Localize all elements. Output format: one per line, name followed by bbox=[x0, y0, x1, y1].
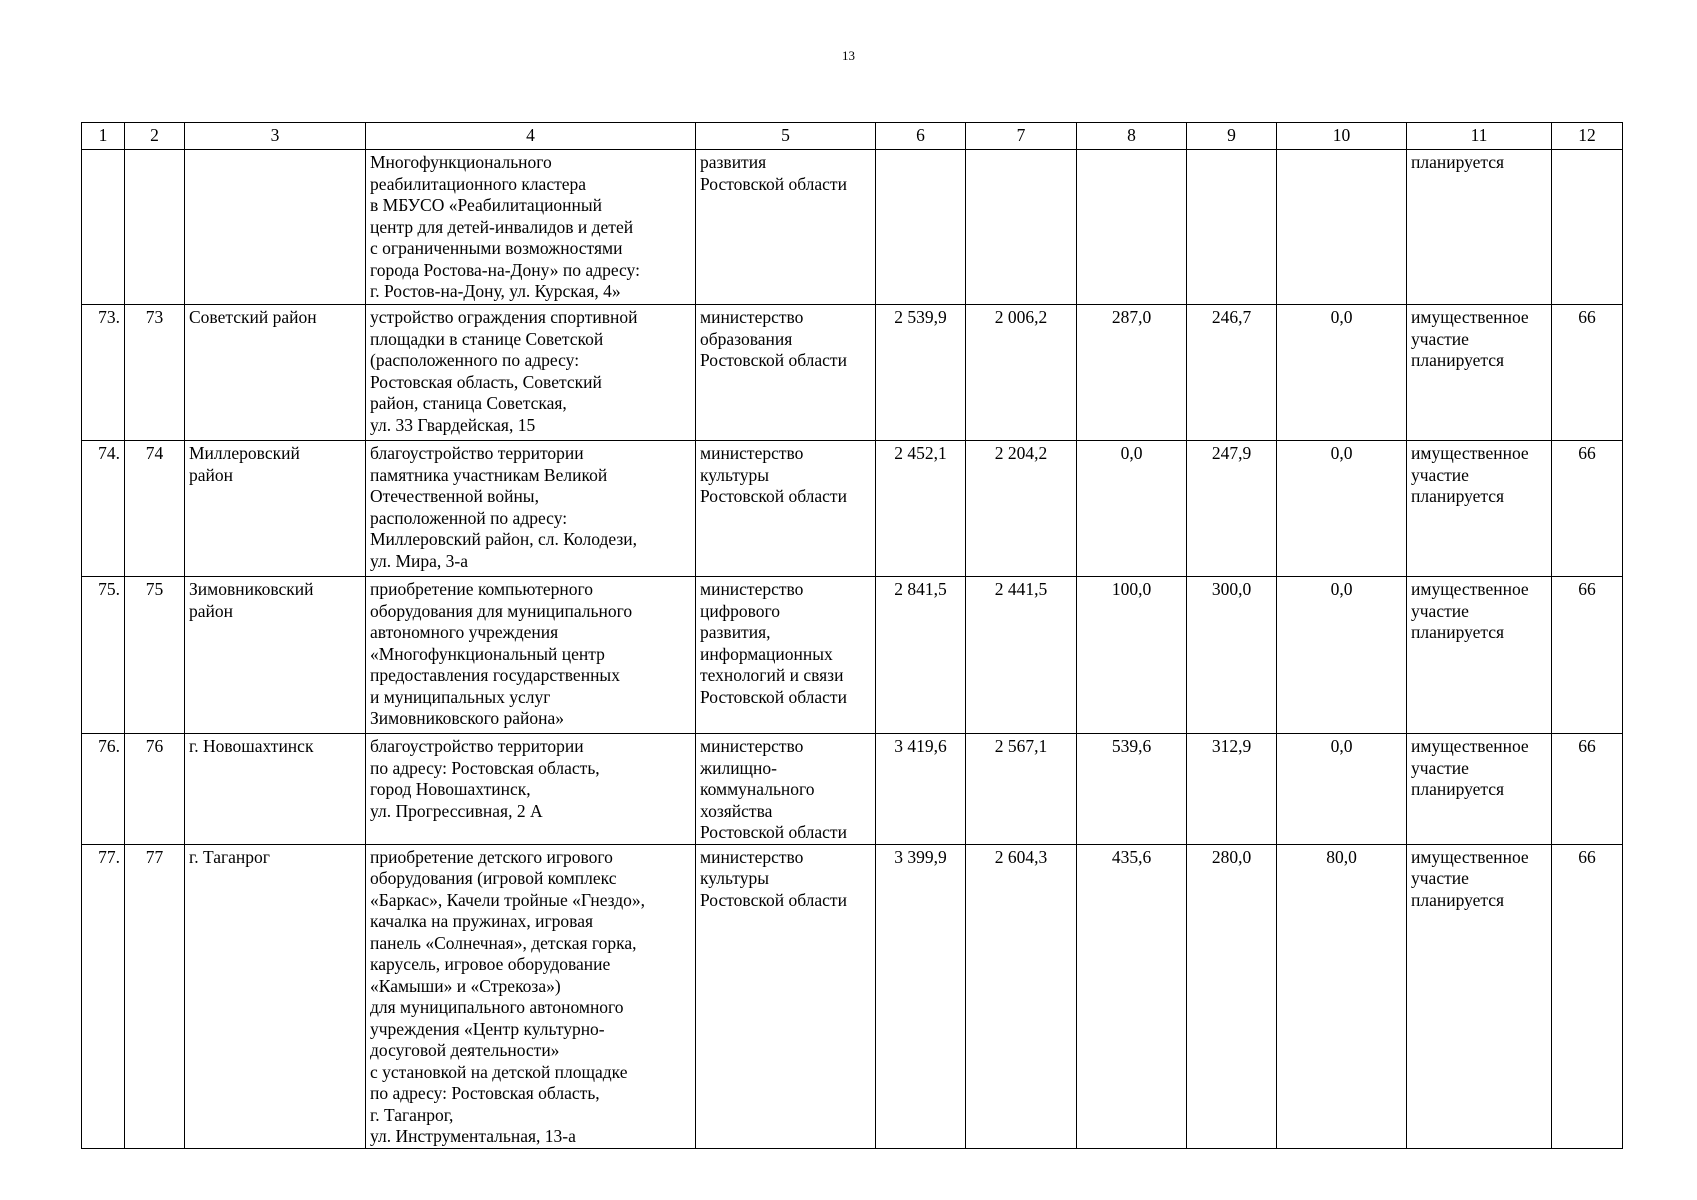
column-header: 8 bbox=[1077, 123, 1187, 150]
municipality-cell bbox=[185, 150, 366, 305]
table-row bbox=[82, 734, 1623, 845]
ministry-cell: министерство жилищно- коммунального хозяйства Ростовской области bbox=[696, 734, 876, 845]
amount-cell: 247,9 bbox=[1187, 441, 1277, 577]
table-row bbox=[82, 844, 1623, 1148]
amount-cell: 80,0 bbox=[1277, 844, 1407, 1148]
participation-cell: имущественное участие планируется bbox=[1407, 844, 1552, 1148]
municipality-cell: Зимовниковский район bbox=[185, 577, 366, 734]
amount-cell: 2 204,2 bbox=[966, 441, 1077, 577]
row-number-cell: 77. bbox=[82, 844, 125, 1148]
code-cell: 66 bbox=[1552, 844, 1623, 1148]
amount-cell: 2 604,3 bbox=[966, 844, 1077, 1148]
column-header: 11 bbox=[1407, 123, 1552, 150]
description-cell: Многофункционального реабилитационного кластера в МБУСО «Реабилитационный центр для детей-инвалидов и детей с ограниченными возможностями города Ростова-на-Дону» по адресу: г. Ростов-на-Дону, ул. Курская, 4» bbox=[366, 150, 696, 305]
municipality-cell: г. Новошахтинск bbox=[185, 734, 366, 845]
code-cell: 66 bbox=[1552, 577, 1623, 734]
amount-cell: 0,0 bbox=[1277, 734, 1407, 845]
column-header: 4 bbox=[366, 123, 696, 150]
amount-cell: 2 841,5 bbox=[876, 577, 966, 734]
column-header: 5 bbox=[696, 123, 876, 150]
participation-cell: имущественное участие планируется bbox=[1407, 441, 1552, 577]
ministry-cell: министерство культуры Ростовской области bbox=[696, 844, 876, 1148]
amount-cell bbox=[1187, 150, 1277, 305]
amount-cell: 287,0 bbox=[1077, 305, 1187, 441]
municipality-cell: г. Таганрог bbox=[185, 844, 366, 1148]
ministry-cell: министерство цифрового развития, информационных технологий и связи Ростовской области bbox=[696, 577, 876, 734]
index-cell: 76 bbox=[125, 734, 185, 845]
amount-cell: 300,0 bbox=[1187, 577, 1277, 734]
row-number-cell: 76. bbox=[82, 734, 125, 845]
table-row bbox=[82, 577, 1623, 734]
code-cell bbox=[1552, 150, 1623, 305]
amount-cell bbox=[966, 150, 1077, 305]
amount-cell: 0,0 bbox=[1277, 441, 1407, 577]
index-cell bbox=[125, 150, 185, 305]
index-cell: 77 bbox=[125, 844, 185, 1148]
index-cell: 73 bbox=[125, 305, 185, 441]
amount-cell bbox=[1077, 150, 1187, 305]
description-cell: благоустройство территории по адресу: Ростовская область, город Новошахтинск, ул. Прогрессивная, 2 А bbox=[366, 734, 696, 845]
amount-cell: 3 419,6 bbox=[876, 734, 966, 845]
ministry-cell: министерство образования Ростовской области bbox=[696, 305, 876, 441]
row-number-cell: 73. bbox=[82, 305, 125, 441]
column-header: 6 bbox=[876, 123, 966, 150]
amount-cell bbox=[1277, 150, 1407, 305]
column-header: 1 bbox=[82, 123, 125, 150]
table-row bbox=[82, 441, 1623, 577]
municipality-cell: Миллеровский район bbox=[185, 441, 366, 577]
row-number-cell bbox=[82, 150, 125, 305]
row-number-cell: 75. bbox=[82, 577, 125, 734]
ministry-cell: министерство культуры Ростовской области bbox=[696, 441, 876, 577]
table-row bbox=[82, 305, 1623, 441]
column-header: 10 bbox=[1277, 123, 1407, 150]
participation-cell: имущественное участие планируется bbox=[1407, 305, 1552, 441]
description-cell: устройство ограждения спортивной площадки в станице Советской (расположенного по адресу: Ростовская область, Советский район, станица Советская, ул. 33 Гвардейская, 15 bbox=[366, 305, 696, 441]
amount-cell: 246,7 bbox=[1187, 305, 1277, 441]
amount-cell: 2 452,1 bbox=[876, 441, 966, 577]
column-header: 12 bbox=[1552, 123, 1623, 150]
amount-cell: 2 006,2 bbox=[966, 305, 1077, 441]
participation-cell: имущественное участие планируется bbox=[1407, 734, 1552, 845]
description-cell: приобретение детского игрового оборудования (игровой комплекс «Баркас», Качели тройные «Гнездо», качалка на пружинах, игровая панель «Солнечная», детская горка, карусель, игровое оборудование «Камыши» и «Стрекоза») для муниципального автономного учреждения «Центр культурно- досуговой деятельности» с установкой на детской площадке по адресу: Ростовская область, г. Таганрог, ул. Инструментальная, 13-а bbox=[366, 844, 696, 1148]
participation-cell: имущественное участие планируется bbox=[1407, 577, 1552, 734]
amount-cell: 2 441,5 bbox=[966, 577, 1077, 734]
amount-cell: 0,0 bbox=[1277, 577, 1407, 734]
data-table bbox=[81, 122, 1623, 1149]
ministry-cell: развития Ростовской области bbox=[696, 150, 876, 305]
amount-cell: 312,9 bbox=[1187, 734, 1277, 845]
index-cell: 75 bbox=[125, 577, 185, 734]
amount-cell: 435,6 bbox=[1077, 844, 1187, 1148]
amount-cell: 3 399,9 bbox=[876, 844, 966, 1148]
amount-cell: 539,6 bbox=[1077, 734, 1187, 845]
amount-cell: 0,0 bbox=[1077, 441, 1187, 577]
column-header: 3 bbox=[185, 123, 366, 150]
amount-cell: 0,0 bbox=[1277, 305, 1407, 441]
page-number: 13 bbox=[842, 48, 855, 63]
amount-cell: 100,0 bbox=[1077, 577, 1187, 734]
code-cell: 66 bbox=[1552, 734, 1623, 845]
code-cell: 66 bbox=[1552, 305, 1623, 441]
amount-cell bbox=[876, 150, 966, 305]
column-header: 7 bbox=[966, 123, 1077, 150]
index-cell: 74 bbox=[125, 441, 185, 577]
table-row bbox=[82, 150, 1623, 305]
description-cell: благоустройство территории памятника участникам Великой Отечественной войны, расположенной по адресу: Миллеровский район, сл. Колодези, ул. Мира, 3-а bbox=[366, 441, 696, 577]
amount-cell: 2 539,9 bbox=[876, 305, 966, 441]
row-number-cell: 74. bbox=[82, 441, 125, 577]
amount-cell: 2 567,1 bbox=[966, 734, 1077, 845]
table-header-row bbox=[82, 123, 1623, 150]
column-header: 9 bbox=[1187, 123, 1277, 150]
amount-cell: 280,0 bbox=[1187, 844, 1277, 1148]
description-cell: приобретение компьютерного оборудования для муниципального автономного учреждения «Многофункциональный центр предоставления государственных и муниципальных услуг Зимовниковского района» bbox=[366, 577, 696, 734]
column-header: 2 bbox=[125, 123, 185, 150]
code-cell: 66 bbox=[1552, 441, 1623, 577]
municipality-cell: Советский район bbox=[185, 305, 366, 441]
participation-cell: планируется bbox=[1407, 150, 1552, 305]
